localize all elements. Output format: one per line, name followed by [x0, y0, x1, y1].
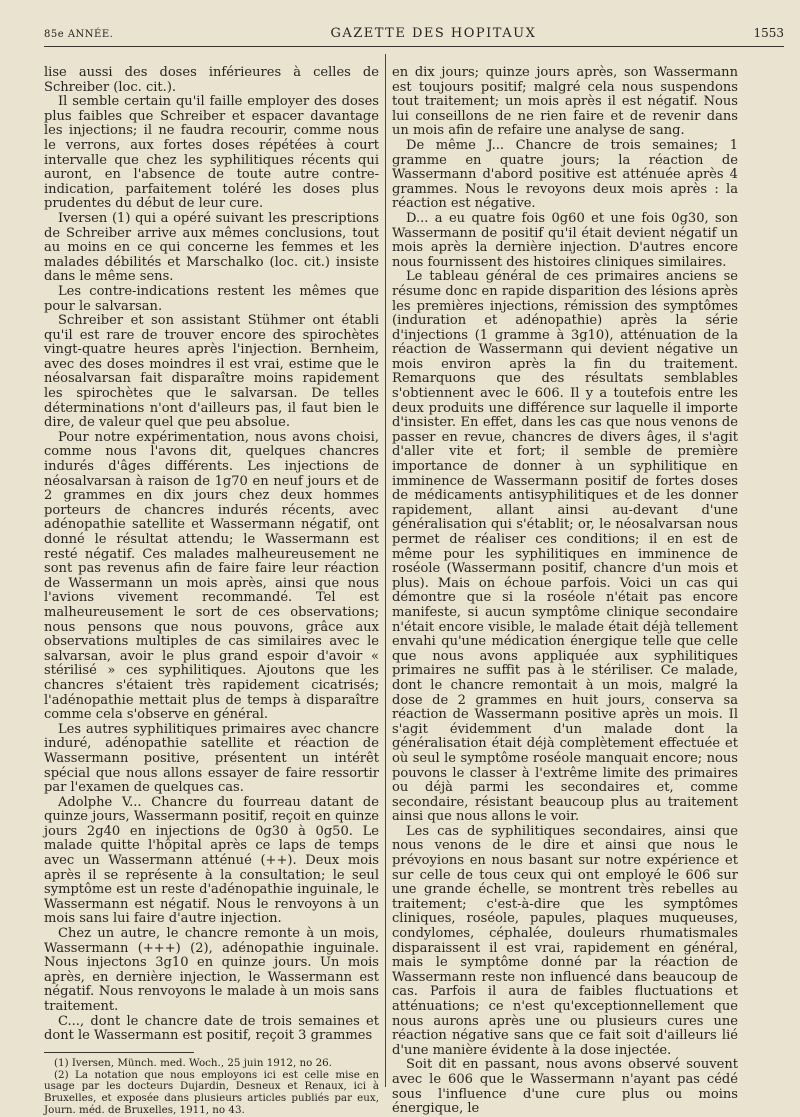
footnote-rule [44, 1052, 194, 1053]
paragraph: Schreiber et son assistant Stühmer ont établi qu'il est rare de trouver encore des spirochètes vingt-quatre heures après l'injection. Bernheim, avec des doses moindres il est vrai, estime que le néosalvarsan fait disparaître moins rapidement les spirochètes que le salvarsan. De telles déterminations n'ont d'ailleurs pas, il faut bien le dire, de valeur quel que peu absolue. [44, 313, 379, 431]
column-divider [385, 54, 386, 1087]
paragraph: C..., dont le chancre date de trois semaines et dont le Wassermann est positif, reçoit 3 grammes [44, 1013, 379, 1044]
right-column [392, 65, 738, 1117]
paragraph: Pour notre expérimentation, nous avons choisi, comme nous l'avons dit, quelques chancres indurés d'âges différents. Les injections de néosalvarsan à raison de 1g70 en neuf jours et de 2 grammes en dix jours chez deux hommes porteurs de chancres indurés récents, avec adénopathie satellite et Wassermann négatif, ont donné le résultat attendu; le Wassermann est resté négatif. Ces malades malheureusement ne sont pas revenus afin de faire faire leur réaction de Wassermann un mois après, ainsi que nous l'avions vivement recommandé. Tel est malheureusement le sort de ces observations; nous pensons que nous pouvons, grâce aux observations multiples de cas similaires avec le salvarsan, avoir le plus grand espoir d'avoir « stérilisé » ces syphilitiques. Ajoutons que les chancres s'étaient très rapidement cicatrisés; l'adénopathie mettait plus de temps à disparaître comme cela s'observe en général. [44, 429, 379, 723]
header-rule [44, 46, 784, 47]
paragraph: Chez un autre, le chancre remonte à un mois, Wassermann (+++) (2), adénopathie inguinale. Nous injectons 3g10 en quinze jours. Un mois après, en dernière injection, le Wassermann est négatif. Nous renvoyons le malade à un mois sans traitement. [44, 926, 379, 1014]
paragraph: en dix jours; quinze jours après, son Wassermann est toujours positif; malgré cela nous suspendons tout traitement; un mois après il est négatif. Nous lui conseillons de ne rien faire et de revenir dans un mois afin de refaire une analyse de sang. [392, 65, 738, 139]
page-number: 1553 [753, 26, 784, 40]
paragraph: Les autres syphilitiques primaires avec chancre induré, adénopathie satellite et réaction de Wassermann positive, présentent un intérêt spécial que nous allons essayer de faire ressortir par l'examen de quelques cas. [44, 721, 379, 796]
journal-title: GAZETTE DES HOPITAUX [330, 26, 537, 41]
paragraph: Les cas de syphilitiques secondaires, ainsi que nous venons de le dire et ainsi que nous le prévoyions en nous basant sur notre expérience et sur celle de tous ceux qui ont employé le 606 sur une grande échelle, se montrent très rebelles au traitement; c'est-à-dire que les symptômes cliniques, roséole, papules, plaques muqueuses, condylomes, céphalée, douleurs rhumatismales disparaissent il est vrai, rapidement en général, mais le symptôme donné par la réaction de Wassermann reste non influencé dans beaucoup de cas. Parfois il aura de faibles fluctuations et atténuations; ce n'est qu'exceptionnellement que nous aurons après une ou plusieurs cures une réaction négative sans que ce fait soit d'ailleurs lié d'une manière évidente à la dose injectée. [392, 823, 738, 1058]
paragraph: Soit dit en passant, nous avons observé souvent avec le 606 que le Wassermann n'ayant pas cédé sous l'influence d'une cure plus ou moins énergique, le [392, 1057, 738, 1117]
paragraph: De même J... Chancre de trois semaines; 1 gramme en quatre jours; la réaction de Wassermann d'abord positive est atténuée après 4 grammes. Nous le revoyons deux mois après : la réaction est négative. [392, 137, 738, 212]
paragraph: Iversen (1) qui a opéré suivant les prescriptions de Schreiber arrive aux mêmes conclusions, tout au moins en ce qui concerne les femmes et les malades débilités et Marschalko (loc. cit.) insiste dans le même sens. [44, 210, 379, 285]
paragraph: D... a eu quatre fois 0g60 et une fois 0g30, son Wassermann de positif qu'il était devient négatif un mois après la dernière injection. D'autres encore nous fournissent des histoires cliniques similaires. [392, 210, 738, 270]
paragraph: lise aussi des doses inférieures à celles de Schreiber (loc. cit.). [44, 65, 379, 95]
paragraph: Adolphe V... Chancre du fourreau datant de quinze jours, Wassermann positif, reçoit en quinze jours 2g40 en injections de 0g30 à 0g50. Le malade quitte l'hôpital après ce laps de temps avec un Wassermann atténué (++). Deux mois après il se représente à la consultation; le seul symptôme est un reste d'adénopathie inguinale, le Wassermann est négatif. Nous le renvoyons à un mois sans lui faire d'autre injection. [44, 794, 379, 927]
paragraph: Les contre-indications restent les mêmes que pour le salvarsan. [44, 283, 379, 314]
left-column [44, 65, 379, 1116]
page-header [44, 26, 784, 46]
footnote: (1) Iversen, Münch. med. Woch., 25 juin 1912, no 26. [54, 1056, 332, 1069]
paragraph: Le tableau général de ces primaires anciens se résume donc en rapide disparition des lésions après les premières injections, rémission des symptômes (induration et adénopathie) après la série d'injections (1 gramme à 3g10), atténuation de la réaction de Wassermann qui devient négative un mois environ après la fin du traitement. Remarquons que des résultats semblables s'obtiennent avec le 606. Il y a toutefois entre les deux produits une différence sur laquelle il importe d'insister. En effet, dans les cas que nous venons de passer en revue, chancres de divers âges, il s'agit d'aller vite et fort; il semble de première importance de donner à un syphilitique en imminence de Wassermann positif de fortes doses de médicaments antisyphilitiques et de les donner rapidement, allant ainsi au-devant d'une généralisation qui s'établit; or, le néosalvarsan nous permet de réaliser ces conditions; il en est de même pour les syphilitiques en imminence de roséole (Wassermann positif, chancre d'un mois et plus). Mais on échoue parfois. Voici un cas qui démontre que si la roséole n'était pas encore manifeste, si aucun symptôme clinique secondaire n'était encore visible, le malade était déjà tellement envahi qu'une médication énergique telle que celle que nous avons appliquée aux syphilitiques primaires ne suffit pas à le stériliser. Ce malade, dont le chancre remontait à un mois, malgré la dose de 2 grammes en huit jours, conserva sa réaction de Wassermann positive après un mois. Il s'agit évidemment d'un malade dont la généralisation était déjà complètement effectuée et où seul le symptôme roséole manquait encore; nous pouvons le classer à l'extrême limite des primaires ou déjà parmi les secondaires et, comme secondaire, résistant beaucoup plus au traitement ainsi que nous allons le voir. [392, 269, 738, 825]
footnotes [44, 1058, 379, 1117]
footnote: (2) La notation que nous employons ici est celle mise en usage par les docteurs Dujardin, Desneux et Renaux, ici à Bruxelles, et exposée dans plusieurs articles publiés par eux, Journ. méd. de Bruxelles, 1911, no 43. [44, 1068, 379, 1116]
paragraph: Il semble certain qu'il faille employer des doses plus faibles que Schreiber et espacer davantage les injections; il ne faudra recourir, comme nous le verrons, aux fortes doses répétées à court intervalle que chez les syphilitiques récents qui auront, en l'absence de toute autre contre-indication, parfaitement toléré les doses plus prudentes du début de leur cure. [44, 94, 379, 212]
volume-year: 85e ANNÉE. [44, 29, 114, 40]
